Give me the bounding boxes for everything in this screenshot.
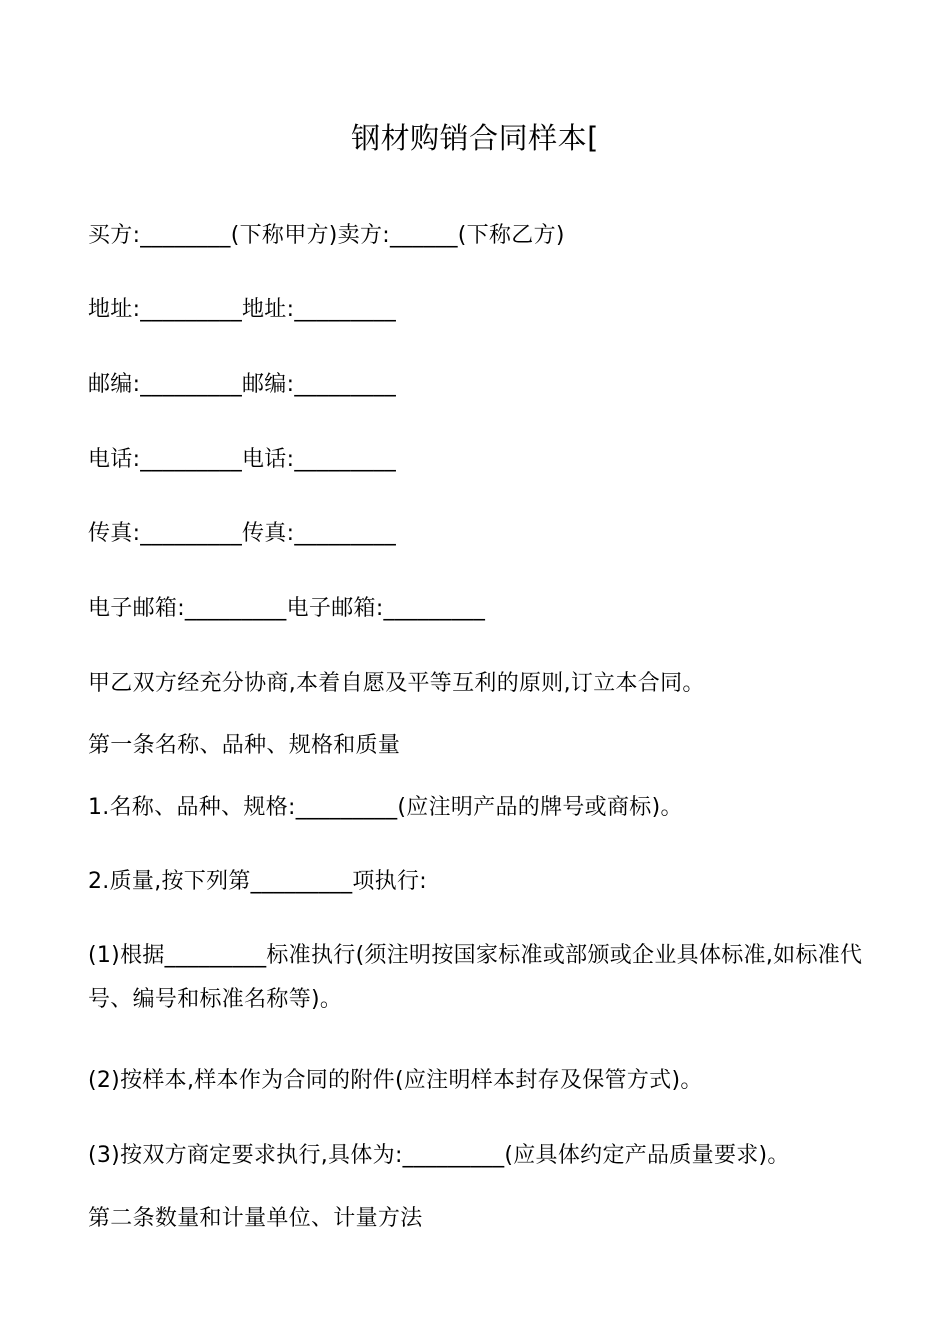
address-line: 地址:_________地址:_________	[88, 297, 397, 322]
clause-2-text: 2.质量,按下列第_________项执行:	[88, 869, 427, 894]
document-title: 钢材购销合同样本[	[351, 121, 599, 155]
article-two-heading: 第二条数量和计量单位、计量方法	[88, 1206, 423, 1231]
article-one-heading: 第一条名称、品种、规格和质量	[88, 733, 401, 758]
preamble-text: 甲乙双方经充分协商,本着自愿及平等互利的原则,订立本合同。	[88, 671, 705, 696]
clause-2-2-text: (2)按样本,样本作为合同的附件(应注明样本封存及保管方式)。	[88, 1068, 703, 1093]
postcode-line: 邮编:_________邮编:_________	[88, 372, 397, 397]
clause-2-1-text: (1)根据_________标准执行(须注明按国家标准或部颁或企业具体标准,如标准代号、编号和标准名称等)。	[88, 943, 863, 1012]
clause-1-text: 1.名称、品种、规格:_________(应注明产品的牌号或商标)。	[88, 795, 683, 820]
clause-2-3-text: (3)按双方商定要求执行,具体为:_________(应具体约定产品质量要求)。	[88, 1143, 790, 1168]
fax-line: 传真:_________传真:_________	[88, 521, 397, 546]
email-line: 电子邮箱:_________电子邮箱:_________	[88, 596, 486, 621]
buyer-seller-line: 买方:________(下称甲方)卖方:______(下称乙方)	[88, 223, 565, 248]
phone-line: 电话:_________电话:_________	[88, 447, 397, 472]
